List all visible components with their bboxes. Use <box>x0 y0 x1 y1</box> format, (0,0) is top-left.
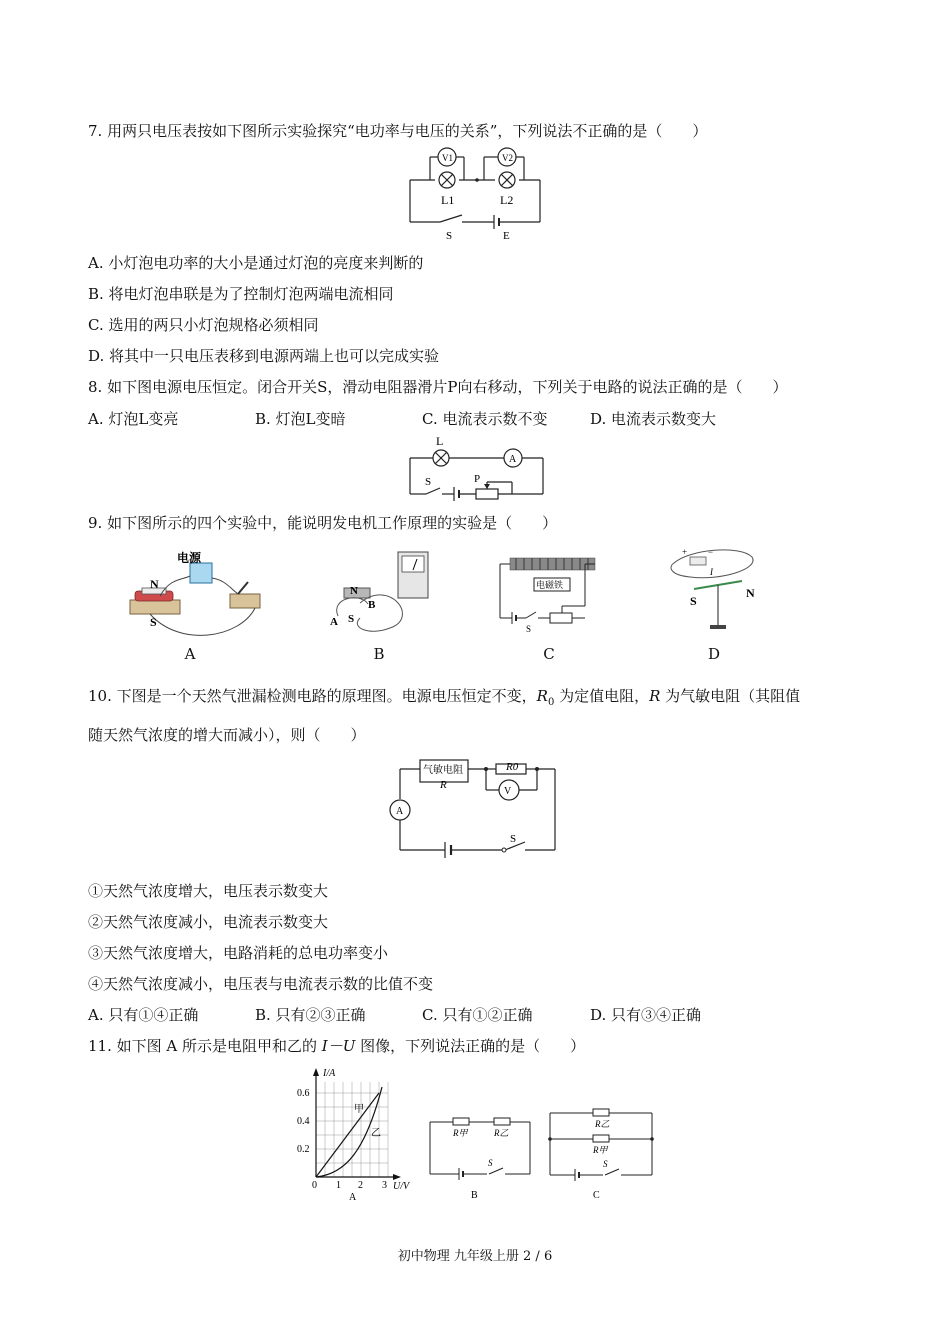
q10-s-label: S <box>510 833 517 845</box>
q9-d-minus-label: − <box>708 547 714 557</box>
q7-l2-label: L2 <box>500 193 514 207</box>
q9-a-n-label: N <box>150 577 159 591</box>
q11-b-s: S <box>488 1158 493 1168</box>
q9-d-current-label: I <box>710 567 713 577</box>
q10-sensor-label: 气敏电阻 <box>423 765 463 776</box>
q9-a-s-label: S <box>150 615 157 629</box>
q10-circuit-figure <box>385 758 565 868</box>
q8-circuit-figure <box>400 432 550 502</box>
q7-option-d: D. 将其中一只电压表移到电源两端上也可以完成实验 <box>88 347 440 365</box>
q7-e-label: E <box>503 230 510 242</box>
q10-r-label: R <box>440 779 447 791</box>
q8-s-label: S <box>425 476 432 488</box>
q9-b-b-label: B <box>368 599 376 611</box>
q9-d-s-label: S <box>690 594 697 608</box>
q9-figure-a <box>120 548 270 638</box>
q9-d-plus-label: + <box>682 547 688 557</box>
q9-stem: 9. 如下图所示的四个实验中，能说明发电机工作原理的实验是（ ） <box>88 514 558 532</box>
q8-l-label: L <box>436 434 444 448</box>
q11-c-r-jia: R甲 <box>593 1145 608 1155</box>
q7-v2-label: V2 <box>502 153 513 163</box>
q11-graph-label-a: A <box>349 1192 357 1202</box>
q10-option-a: A. 只有①④正确 <box>88 1006 199 1024</box>
q11-c-s: S <box>603 1159 608 1169</box>
q9-figure-b <box>320 548 440 638</box>
q9-label-a: A <box>184 645 196 663</box>
q9-label-d: D <box>707 645 721 663</box>
q8-option-d: D. 电流表示数变大 <box>590 410 717 428</box>
q11-parallel-circuit <box>545 1103 660 1203</box>
q10-statement-3: ③天然气浓度增大，电路消耗的总电功率变小 <box>88 944 389 962</box>
q9-c-electromagnet-label: 电磁铁 <box>536 580 564 590</box>
q9-a-power-label: 电源 <box>177 551 202 565</box>
q11-xlabel: U/V <box>393 1181 410 1192</box>
q10-stem-line2: 随天然气浓度的增大而减小），则（ ） <box>88 726 366 744</box>
q9-b-a-label: A <box>330 616 338 628</box>
q7-l1-label: L1 <box>441 193 455 207</box>
q8-option-c: C. 电流表示数不变 <box>422 410 548 428</box>
q8-stem: 8. 如下图电源电压恒定。闭合开关S，滑动电阻器滑片P向右移动，下列关于电路的说法正确的是（ ） <box>88 378 788 396</box>
q8-option-b: B. 灯泡L变暗 <box>255 410 346 428</box>
q11-ylabel: I/A <box>323 1068 336 1079</box>
q7-s-label: S <box>446 230 453 242</box>
q9-figure-c <box>490 548 610 638</box>
q11-circuit-label-b: B <box>471 1190 478 1201</box>
q11-xtick-2: 2 <box>358 1180 363 1191</box>
q9-figure-d <box>660 545 770 635</box>
q11-iu-graph <box>285 1062 425 1202</box>
q7-v1-label: V1 <box>442 153 453 163</box>
q10-ammeter-label: A <box>396 806 404 817</box>
q11-c-r-yi: R乙 <box>595 1119 610 1129</box>
q11-stem: 11. 如下图 A 所示是电阻甲和乙的 I－U 图像，下列说法正确的是（ ） <box>88 1037 586 1055</box>
q10-statement-1: ①天然气浓度增大，电压表示数变大 <box>88 882 329 900</box>
q9-b-s-label: S <box>348 613 355 625</box>
q11-ytick-02: 0.2 <box>297 1144 310 1155</box>
q10-r0-label-box <box>490 758 550 772</box>
q7-option-b: B. 将电灯泡串联是为了控制灯泡两端电流相同 <box>88 285 394 303</box>
q8-option-a: A. 灯泡L变亮 <box>88 410 179 428</box>
q7-circuit-figure <box>400 145 550 245</box>
q10-stem-line1: 10. 下图是一个天然气泄漏检测电路的原理图。电源电压恒定不变，$R_0$ 为定值电阻，R 为气敏电阻（其阻值 <box>88 687 801 708</box>
q10-statement-2: ②天然气浓度减小，电流表示数变大 <box>88 913 329 931</box>
q7-stem: 7. 用两只电压表按如下图所示实验探究“电功率与电压的关系”，下列说法不正确的是（ ） <box>88 122 708 140</box>
q9-label-b: B <box>373 645 385 663</box>
q10-voltmeter-label: V <box>504 786 512 797</box>
q10-option-c: C. 只有①②正确 <box>422 1006 533 1024</box>
q7-option-a: A. 小灯泡电功率的大小是通过灯泡的亮度来判断的 <box>88 254 424 272</box>
q10-option-d: D. 只有③④正确 <box>590 1006 702 1024</box>
q11-series-circuit <box>425 1108 535 1204</box>
q11-ytick-04: 0.4 <box>297 1116 310 1127</box>
q8-p-label: P <box>474 473 481 485</box>
q11-circuit-label-c: C <box>593 1190 600 1201</box>
q10-statement-4: ④天然气浓度减小，电压表与电流表示数的比值不变 <box>88 975 434 993</box>
q11-curve-yi: 乙 <box>371 1128 381 1139</box>
page-footer: 初中物理 九年级上册 2 / 6 <box>397 1249 553 1264</box>
q9-c-s-label: S <box>526 624 532 634</box>
q10-r0-label: R0 <box>506 761 519 772</box>
q11-xtick-1: 1 <box>336 1180 341 1191</box>
q7-option-c: C. 选用的两只小灯泡规格必须相同 <box>88 316 319 334</box>
q10-option-b: B. 只有②③正确 <box>255 1006 366 1024</box>
q11-curve-jia: 甲 <box>354 1104 364 1115</box>
q9-d-n-label: N <box>746 586 755 600</box>
q9-label-c: C <box>543 645 555 663</box>
q11-b-r-yi: R乙 <box>494 1128 509 1138</box>
q9-b-n-label: N <box>350 585 358 597</box>
q11-ytick-06: 0.6 <box>297 1088 310 1099</box>
q11-xtick-3: 3 <box>382 1180 387 1191</box>
q11-b-r-jia: R甲 <box>453 1128 468 1138</box>
q8-ammeter-label: A <box>509 454 517 465</box>
q11-xtick-0: 0 <box>312 1180 317 1191</box>
